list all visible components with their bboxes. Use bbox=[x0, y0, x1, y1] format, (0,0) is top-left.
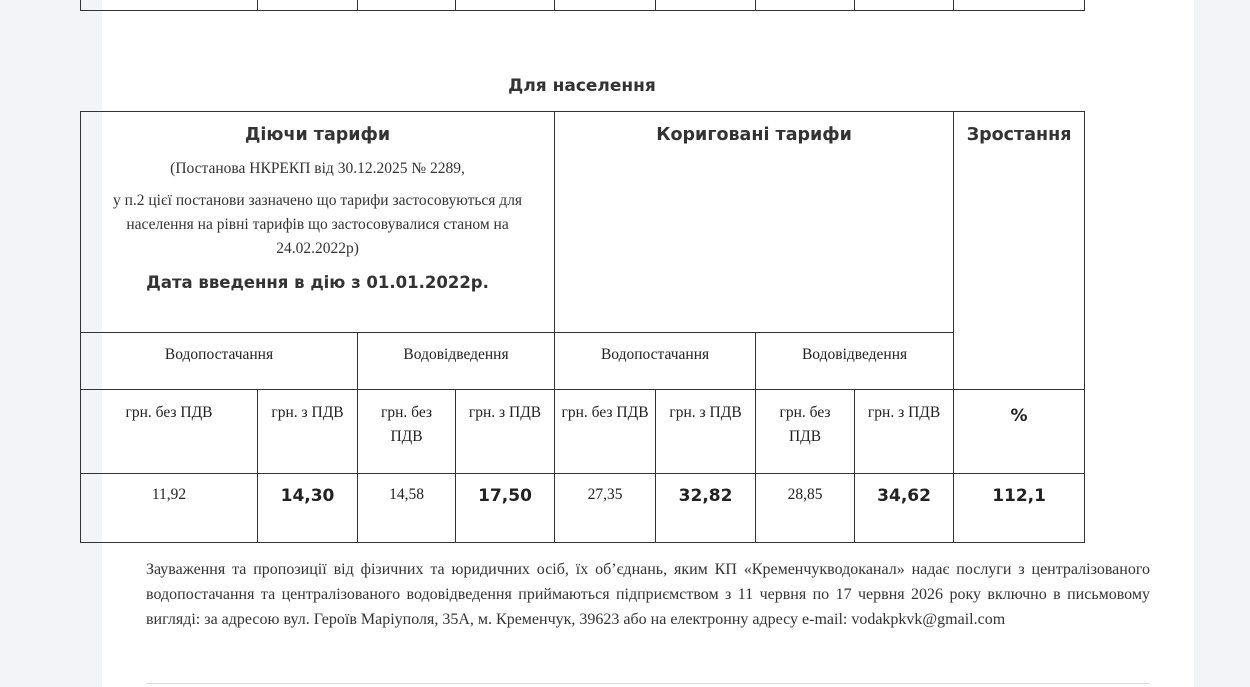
divider bbox=[146, 683, 1150, 684]
value-cell: 14,58 bbox=[358, 474, 456, 543]
service-header: Водопостачання bbox=[81, 333, 358, 390]
resolution-text: (Постанова НКРЕКП від 30.12.2025 № 2289, bbox=[170, 160, 465, 177]
effective-date: Дата введення в дію з 01.01.2022р. bbox=[146, 273, 489, 292]
value-cell: 34,62 bbox=[855, 474, 954, 543]
corrected-tariffs-title: Кориговані тарифи bbox=[656, 125, 852, 145]
value-cell: 27,35 bbox=[555, 474, 656, 543]
table-cell bbox=[756, 0, 855, 11]
table-cell bbox=[456, 0, 555, 11]
unit-cell: грн. без ПДВ bbox=[358, 390, 456, 474]
value-cell: 28,85 bbox=[756, 474, 855, 543]
tariff-table bbox=[80, 111, 1085, 543]
value-cell: 17,50 bbox=[456, 474, 555, 543]
service-header: Водовідведення bbox=[358, 333, 555, 390]
table-cell bbox=[656, 0, 756, 11]
clause-text: у п.2 цієї постанови зазначено що тарифи застосовуються для населення на рівні тарифів що застосовувалися станом на 24.02.2022р) bbox=[112, 192, 523, 257]
unit-cell-percent: % bbox=[954, 390, 1085, 474]
unit-cell: грн. з ПДВ bbox=[656, 390, 756, 474]
table-cell bbox=[258, 0, 358, 11]
comments-note: Зауваження та пропозиції від фізичних та юридичних осіб, їх об’єднань, яким КП «Кременчукводоканал» надає послуги з централізованого водопостачання та централізованого водовідведення приймаються підприємством з 11 червня по 17 червня 2026 року включно в письмовому вигляді: за адресою вул. Героїв Маріуполя, 35А, м. Кременчук, 39623 або на електронну адресу e-mail: vodakpkvk@gmail.com bbox=[146, 561, 1150, 628]
corrected-tariffs-header bbox=[555, 112, 954, 333]
previous-table-bottom bbox=[80, 0, 1085, 11]
current-tariffs-header bbox=[81, 112, 555, 333]
unit-cell: грн. з ПДВ bbox=[855, 390, 954, 474]
current-tariffs-title: Діючи тарифи bbox=[244, 125, 391, 145]
table-cell bbox=[358, 0, 456, 11]
unit-cell: грн. без ПДВ bbox=[555, 390, 656, 474]
value-cell: 14,30 bbox=[258, 474, 358, 543]
unit-cell: грн. з ПДВ bbox=[456, 390, 555, 474]
service-header: Водопостачання bbox=[555, 333, 756, 390]
growth-title: Зростання bbox=[966, 125, 1072, 145]
section-title: Для населення bbox=[508, 76, 656, 96]
table-cell bbox=[81, 0, 258, 11]
table-cell bbox=[855, 0, 954, 11]
growth-header bbox=[954, 112, 1085, 390]
unit-cell: грн. з ПДВ bbox=[258, 390, 358, 474]
value-cell: 32,82 bbox=[656, 474, 756, 543]
service-header: Водовідведення bbox=[756, 333, 954, 390]
value-cell: 11,92 bbox=[81, 474, 258, 543]
table-cell bbox=[555, 0, 656, 11]
table-cell bbox=[954, 0, 1085, 11]
growth-value: 112,1 bbox=[954, 474, 1085, 543]
unit-cell: грн. без ПДВ bbox=[81, 390, 258, 474]
unit-cell: грн. без ПДВ bbox=[756, 390, 855, 474]
